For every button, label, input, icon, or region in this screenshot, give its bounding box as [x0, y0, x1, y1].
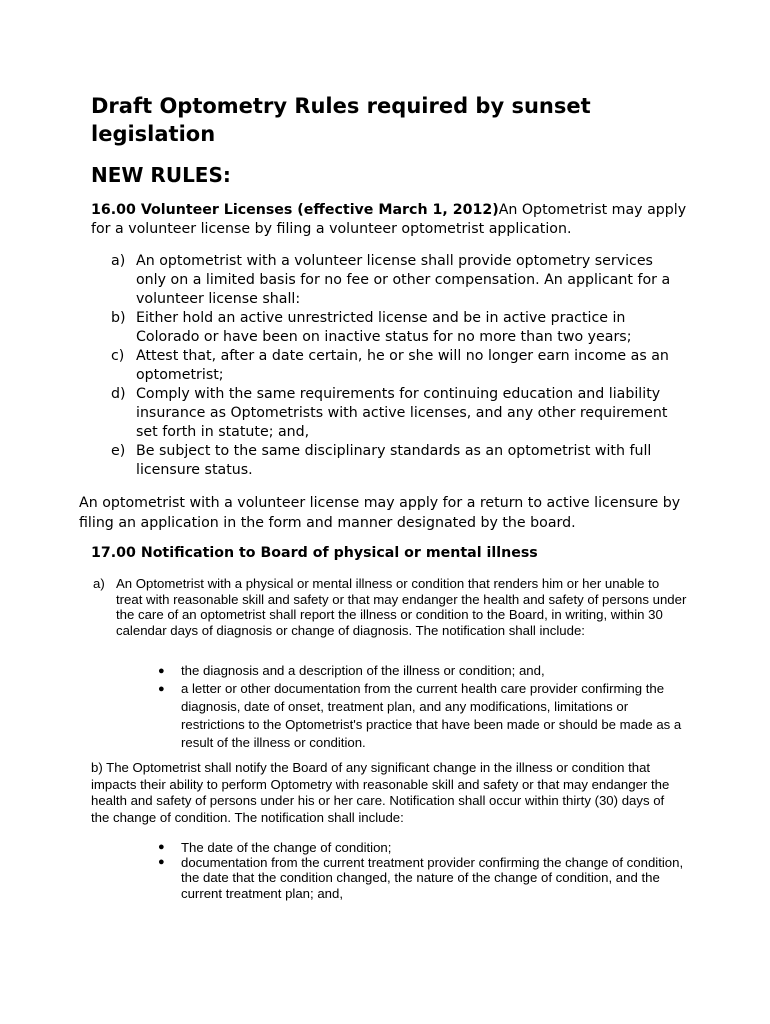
section-16-intro	[91, 201, 701, 239]
paragraph-text: An Optometrist with a physical or mental illness or condition that renders him or her unable to treat with reasonable skill and safety or that may endanger the health and safety of persons under the care of an optometrist shall report the illness or condition to the Board, in writing, within 30 calendar days of diagnosis or change of diagnosis. The notification shall include:	[116, 576, 687, 638]
list-item-text: Either hold an active unrestricted license and be in active practice in Colorado or have been on inactive status for no more than two years;	[136, 310, 632, 345]
list-item-text: The date of the change of condition;	[181, 840, 392, 855]
document-title: Draft Optometry Rules required by sunset legislation	[91, 94, 591, 146]
list-item	[111, 347, 686, 385]
list-item	[111, 309, 686, 347]
bullet-icon: ●	[158, 665, 165, 677]
list-item-text: a letter or other documentation from the current health care provider confirming the diagnosis, date of onset, treatment plan, and any modifications, limitations or restrictions to the Optometrist's practice that have been made or should be made as a result of the illness or condition.	[181, 681, 682, 750]
section-17-a-bullets	[158, 662, 688, 752]
list-marker: c)	[111, 348, 125, 364]
bullet-icon: ●	[158, 683, 165, 695]
list-marker: e)	[111, 443, 126, 459]
list-item	[111, 385, 686, 442]
section-16-list	[111, 252, 686, 480]
list-item	[158, 662, 688, 680]
list-item	[158, 855, 688, 901]
list-marker: a)	[111, 253, 126, 269]
list-item-text: An optometrist with a volunteer license shall provide optometry services only on a limited basis for no fee or other compensation. An applicant for a volunteer license shall:	[136, 253, 671, 307]
list-item	[111, 442, 686, 480]
section-17-paragraph-a	[93, 576, 688, 638]
bullet-icon: ●	[158, 841, 165, 853]
list-item-text: the diagnosis and a description of the illness or condition; and,	[181, 663, 545, 678]
bullet-icon: ●	[158, 856, 165, 869]
list-item-text: Be subject to the same disciplinary standards as an optometrist with full licensure status.	[136, 443, 652, 478]
list-item	[111, 252, 686, 309]
new-rules-heading: NEW RULES:	[91, 163, 231, 187]
section-17-paragraph-b: b) The Optometrist shall notify the Board of any significant change in the illness or condition that impacts their ability to perform Optometry with reasonable skill and safety or that may endanger the health and safety of persons under his or her care. Notification shall occur within thirty (30) days of the change of condition. The notification shall include:	[91, 760, 670, 826]
list-marker: d)	[111, 386, 126, 402]
list-item-text: Comply with the same requirements for continuing education and liability insurance as Optometrists with active licenses, and any other requirement set forth in statute; and,	[136, 386, 668, 440]
list-marker: b)	[111, 310, 126, 326]
list-item	[158, 840, 688, 855]
list-item-text: Attest that, after a date certain, he or she will no longer earn income as an optometrist;	[136, 348, 669, 383]
list-item-text: documentation from the current treatment provider confirming the change of condition, the date that the condition changed, the nature of the change of condition, and the current treatment plan; and,	[181, 855, 684, 901]
paragraph-marker: a)	[93, 576, 105, 591]
section-17-b-bullets	[158, 840, 688, 901]
section-16-intro-text: An Optometrist may apply for a volunteer license by filing a volunteer optometrist application.	[91, 202, 687, 237]
section-17-heading: 17.00 Notification to Board of physical or mental illness	[91, 545, 538, 561]
list-item	[158, 680, 688, 752]
section-16-heading: 16.00 Volunteer Licenses (effective March 1, 2012)	[91, 202, 499, 218]
section-16-closing: An optometrist with a volunteer license may apply for a return to active licensure by filing an application in the form and manner designated by the board.	[79, 495, 681, 531]
